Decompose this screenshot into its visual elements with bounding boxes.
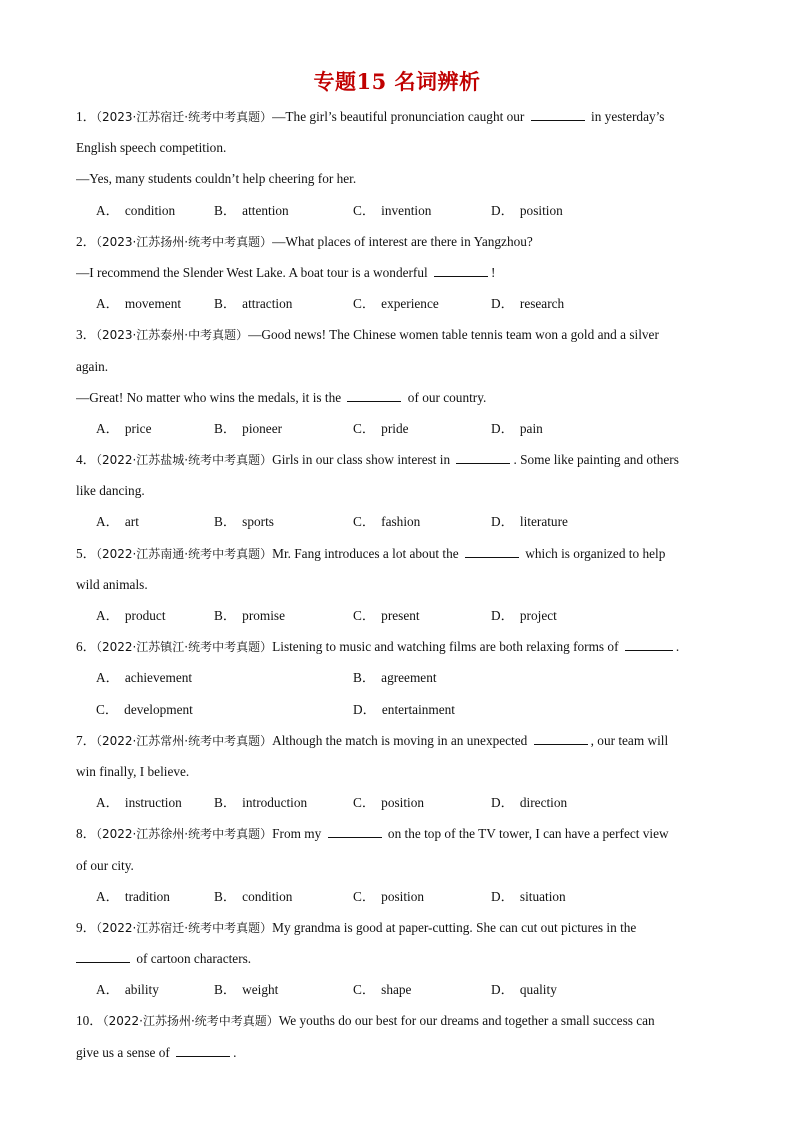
option-letter: B．	[214, 888, 237, 904]
option-letter: D．	[491, 202, 514, 218]
question-text: —Good news! The Chinese women table tennis team won a gold and a silver	[248, 327, 659, 343]
option-letter: D．	[491, 608, 514, 623]
question-stem	[76, 543, 722, 574]
option-text: weight	[242, 982, 279, 998]
question-text: Although the match is moving in an unexpected	[272, 732, 528, 748]
option-text: attention	[242, 202, 289, 218]
question-stem	[76, 449, 722, 480]
option-text: agreement	[381, 670, 437, 686]
option-b[interactable]	[353, 667, 437, 689]
question-text: Girls in our class show interest in	[272, 452, 451, 468]
question-stem	[76, 231, 722, 262]
option-d[interactable]	[491, 293, 564, 315]
option-letter: B．	[214, 296, 237, 312]
page-title: 专题15 名词辨析	[313, 69, 481, 94]
question-number: 2．	[76, 233, 96, 249]
question-text: Mr. Fang introduces a lot about the	[272, 545, 459, 561]
option-c[interactable]	[353, 979, 411, 1001]
question-6	[76, 636, 722, 730]
question-text-line: again.	[76, 358, 109, 374]
option-text: development	[124, 701, 193, 717]
option-letter: D．	[491, 514, 514, 530]
option-letter: C．	[353, 888, 376, 904]
question-text-line	[76, 948, 722, 979]
question-source: （2023·江苏泰州·中考真题）	[95, 328, 249, 343]
option-text: project	[519, 608, 557, 623]
question-text-line: English speech competition.	[76, 140, 227, 156]
question-stem	[76, 636, 722, 667]
question-source: （2022·江苏镇江·统考中考真题）	[95, 640, 273, 655]
option-letter: A．	[96, 514, 119, 530]
question-text-line	[76, 387, 722, 418]
option-d[interactable]	[491, 511, 568, 533]
question-text: My grandma is good at paper-cutting. She can cut out pictures in the	[272, 919, 637, 935]
option-c[interactable]	[353, 418, 409, 440]
option-text: position	[381, 888, 425, 904]
option-a[interactable]	[96, 667, 192, 689]
question-text: give us a sense of	[76, 1044, 170, 1060]
question-stem	[76, 1010, 722, 1041]
option-b[interactable]	[214, 200, 289, 222]
question-number: 6．	[76, 639, 96, 655]
option-letter: B．	[214, 514, 237, 530]
question-text: of our country.	[407, 389, 487, 405]
option-a[interactable]	[96, 293, 181, 315]
answer-blank	[534, 730, 588, 745]
options-row	[76, 200, 722, 231]
question-number: 10．	[76, 1013, 103, 1029]
question-number: 7．	[76, 732, 96, 748]
question-3	[76, 324, 722, 449]
option-letter: B．	[214, 608, 237, 623]
answer-blank	[328, 823, 382, 838]
question-text: of cartoon characters.	[136, 951, 252, 967]
question-source: （2022·江苏扬州·统考中考真题）	[102, 1014, 279, 1029]
question-text: on the top of the TV tower, I can have a perfect view	[387, 826, 669, 842]
question-8	[76, 823, 722, 917]
option-text: sports	[242, 514, 274, 530]
question-text-line: like dancing.	[76, 483, 145, 499]
option-a[interactable]	[96, 792, 182, 814]
option-letter: B．	[214, 795, 237, 811]
answer-blank	[456, 449, 510, 464]
option-text: condition	[242, 888, 293, 904]
option-a[interactable]	[96, 511, 139, 533]
option-text: condition	[124, 202, 176, 218]
question-2	[76, 231, 722, 325]
option-letter: D．	[491, 982, 514, 998]
option-letter: A．	[96, 202, 119, 218]
option-b[interactable]	[214, 511, 274, 533]
question-text-line: win finally, I believe.	[76, 763, 190, 779]
question-text: . Some like painting and others	[513, 452, 679, 468]
option-text: invention	[381, 202, 432, 218]
question-stem	[76, 917, 722, 948]
option-letter: D．	[491, 420, 514, 436]
option-c[interactable]	[353, 293, 439, 315]
option-text: fashion	[381, 514, 421, 530]
option-letter: C．	[353, 296, 376, 312]
question-text-line: of our city.	[76, 857, 134, 873]
option-b[interactable]	[214, 979, 278, 1001]
option-b[interactable]	[214, 418, 282, 440]
question-text: in yesterday’s	[591, 109, 665, 124]
option-letter: C．	[353, 514, 376, 530]
option-letter: A．	[96, 420, 119, 436]
question-text-line: —Yes, many students couldn’t help cheering for her.	[76, 171, 357, 187]
question-stem	[76, 106, 722, 137]
options-row	[76, 418, 722, 449]
answer-blank	[434, 262, 488, 277]
option-c[interactable]	[96, 699, 193, 721]
option-text: ability	[124, 982, 159, 998]
option-text: pioneer	[242, 420, 283, 436]
question-text: —What places of interest are there in Yangzhou?	[272, 233, 533, 249]
option-text: attraction	[242, 296, 293, 312]
option-letter: A．	[96, 296, 119, 312]
answer-blank	[347, 387, 401, 402]
option-letter: B．	[353, 670, 376, 686]
option-a[interactable]	[96, 886, 170, 908]
option-a[interactable]	[96, 200, 175, 222]
option-text: product	[124, 608, 166, 623]
question-text: .	[233, 1044, 237, 1060]
options-row	[76, 699, 722, 730]
option-d[interactable]	[491, 979, 557, 1001]
option-text: entertainment	[381, 701, 456, 717]
option-a[interactable]	[96, 979, 159, 1001]
option-text: pain	[519, 420, 543, 436]
option-letter: C．	[353, 982, 376, 998]
option-letter: D．	[491, 888, 514, 904]
options-row	[76, 605, 722, 636]
option-text: literature	[519, 514, 568, 530]
option-letter: A．	[96, 888, 119, 904]
option-letter: B．	[214, 982, 237, 998]
answer-blank	[76, 948, 130, 963]
question-stem	[76, 730, 722, 761]
question-text-line: wild animals.	[76, 576, 148, 592]
question-text: Listening to music and watching films are both relaxing forms of	[272, 639, 619, 655]
option-d[interactable]	[491, 200, 563, 222]
question-text: .	[675, 639, 680, 655]
question-number: 1．	[76, 109, 96, 124]
option-c[interactable]	[353, 200, 431, 222]
options-row	[76, 511, 722, 542]
question-text: —The girl’s beautiful pronunciation caught our	[272, 109, 525, 124]
option-letter: A．	[96, 670, 119, 686]
question-4	[76, 449, 722, 543]
option-text: achievement	[124, 670, 193, 686]
option-text: shape	[381, 982, 412, 998]
question-text: From my	[272, 826, 322, 842]
option-letter: A．	[96, 982, 119, 998]
question-7	[76, 730, 722, 824]
question-source: （2023·江苏宿迁·统考中考真题）	[95, 110, 273, 124]
options-row	[76, 792, 722, 823]
option-text: position	[381, 795, 425, 811]
answer-blank	[176, 1042, 230, 1057]
question-source: （2022·江苏常州·统考中考真题）	[95, 733, 273, 748]
options-row	[76, 979, 722, 1010]
option-text: pride	[381, 420, 409, 436]
options-row	[76, 667, 722, 698]
option-text: instruction	[124, 795, 182, 811]
question-source: （2022·江苏盐城·统考中考真题）	[95, 453, 273, 468]
option-letter: C．	[353, 420, 376, 436]
option-text: experience	[381, 296, 439, 312]
option-letter: D．	[491, 795, 514, 811]
option-letter: B．	[214, 420, 237, 436]
option-c[interactable]	[353, 511, 420, 533]
option-c[interactable]	[353, 605, 420, 627]
option-letter: A．	[96, 795, 119, 811]
question-number: 9．	[76, 919, 96, 935]
options-row	[76, 293, 722, 324]
option-d[interactable]	[491, 886, 566, 908]
option-letter: B．	[214, 202, 237, 218]
question-number: 3．	[76, 327, 96, 343]
option-text: introduction	[242, 795, 308, 811]
question-text-line	[76, 262, 722, 293]
question-source: （2022·江苏南通·统考中考真题）	[95, 546, 273, 561]
option-text: art	[124, 514, 139, 530]
option-text: price	[124, 420, 152, 436]
question-stem	[76, 823, 722, 854]
option-b[interactable]	[214, 605, 285, 627]
question-number: 8．	[76, 826, 96, 842]
option-c[interactable]	[353, 792, 424, 814]
option-text: movement	[124, 296, 182, 312]
answer-blank	[625, 636, 673, 651]
question-5	[76, 543, 722, 637]
question-text: !	[491, 264, 496, 280]
option-b[interactable]	[214, 886, 292, 908]
question-text: , our team will	[590, 732, 669, 748]
option-a[interactable]	[96, 605, 166, 627]
question-text: —I recommend the Slender West Lake. A boat tour is a wonderful	[76, 264, 428, 280]
options-row	[76, 886, 722, 917]
option-text: tradition	[124, 888, 170, 904]
answer-blank	[465, 543, 519, 558]
option-letter: A．	[96, 608, 119, 623]
question-source: （2023·江苏扬州·统考中考真题）	[95, 234, 273, 249]
question-10	[76, 1010, 722, 1072]
option-d[interactable]	[491, 418, 543, 440]
option-letter: D．	[491, 296, 514, 312]
question-text: —Great! No matter who wins the medals, it is the	[76, 389, 342, 405]
option-c[interactable]	[353, 886, 424, 908]
question-source: （2022·江苏徐州·统考中考真题）	[95, 827, 273, 842]
question-text: which is organized to help	[525, 545, 666, 561]
option-letter: C．	[353, 608, 376, 623]
answer-blank	[531, 106, 585, 121]
option-letter: C．	[96, 701, 119, 717]
question-list	[76, 106, 722, 1073]
question-1	[76, 106, 722, 231]
question-number: 4．	[76, 452, 96, 468]
option-letter: D．	[353, 701, 376, 717]
question-text: We youths do our best for our dreams and together a small success can	[278, 1013, 655, 1029]
option-text: quality	[519, 982, 557, 998]
option-d[interactable]	[353, 699, 455, 721]
option-b[interactable]	[214, 792, 307, 814]
option-a[interactable]	[96, 418, 151, 440]
option-text: direction	[519, 795, 568, 811]
question-source: （2022·江苏宿迁·统考中考真题）	[95, 920, 273, 935]
question-text-line	[76, 1042, 722, 1073]
option-text: promise	[242, 608, 286, 623]
option-d[interactable]	[491, 605, 557, 627]
question-number: 5．	[76, 545, 96, 561]
option-b[interactable]	[214, 293, 292, 315]
option-text: situation	[519, 888, 566, 904]
question-stem	[76, 324, 722, 355]
option-letter: C．	[353, 795, 376, 811]
option-text: position	[519, 202, 563, 218]
option-d[interactable]	[491, 792, 567, 814]
option-letter: C．	[353, 202, 376, 218]
question-9	[76, 917, 722, 1011]
option-text: present	[381, 608, 420, 623]
option-text: research	[519, 296, 565, 312]
